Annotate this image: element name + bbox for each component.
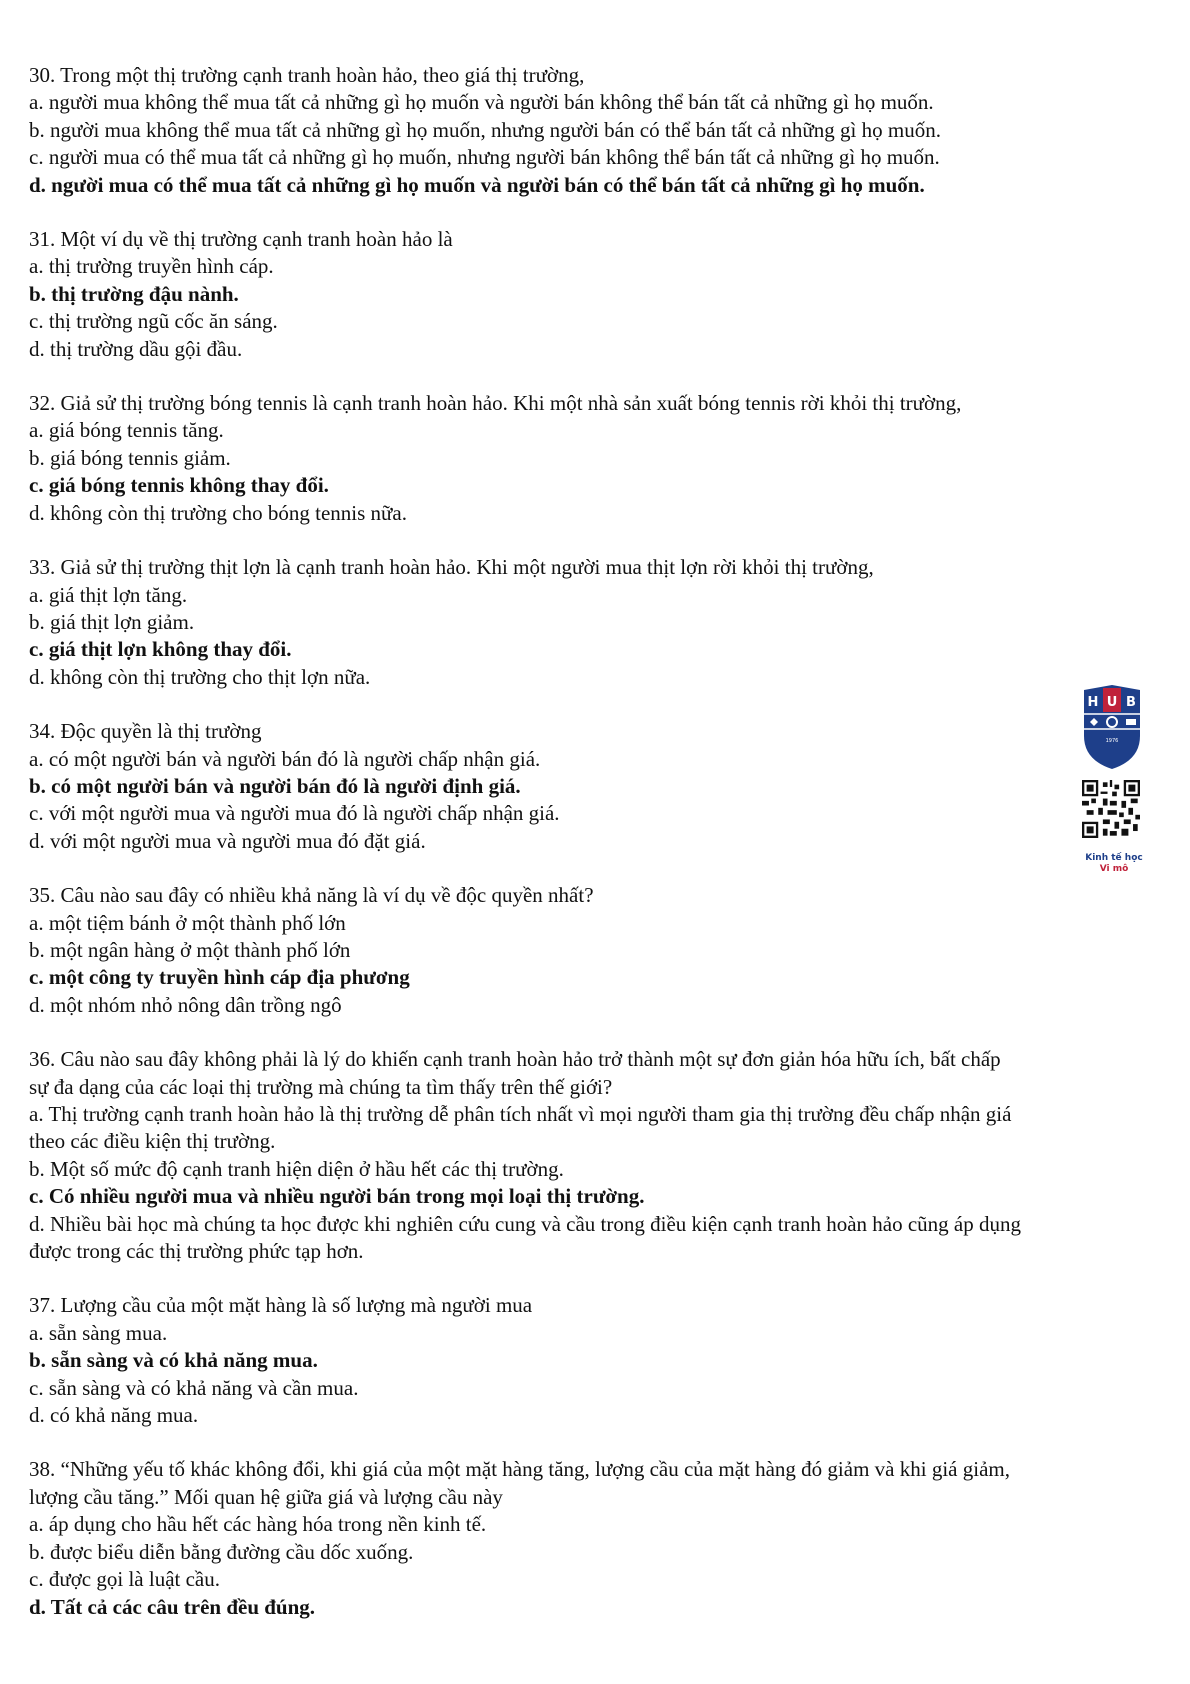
question-stem: 33. Giả sử thị trường thịt lợn là cạnh tranh hoàn hảo. Khi một người mua thịt lợn rời khỏi thị trường, (29, 555, 874, 580)
correct-answer-option: c. giá thịt lợn không thay đổi. (29, 637, 292, 662)
answer-option: d. không còn thị trường cho thịt lợn nữa. (29, 664, 371, 689)
answer-option: b. Một số mức độ cạnh tranh hiện diện ở hầu hết các thị trường. (29, 1156, 564, 1181)
question-stem: 38. “Những yếu tố khác không đổi, khi giá của một mặt hàng tăng, lượng cầu của mặt hàng đó giảm và khi giá giảm, (29, 1457, 1010, 1482)
answer-option: b. giá bóng tennis giảm. (29, 445, 231, 470)
answer-option: a. một tiệm bánh ở một thành phố lớn (29, 910, 346, 935)
logo-letter-b: B (1126, 695, 1136, 710)
answer-option: d. không còn thị trường cho bóng tennis nữa. (29, 500, 407, 525)
correct-answer-option: b. thị trường đậu nành. (29, 281, 239, 306)
correct-answer-option: c. giá bóng tennis không thay đổi. (29, 473, 329, 498)
answer-option: c. với một người mua và người mua đó là người chấp nhận giá. (29, 801, 560, 826)
answer-option: c. người mua có thể mua tất cả những gì họ muốn, nhưng người bán không thể bán tất cả những gì họ muốn. (29, 145, 940, 170)
logo-caption-line2: Vi mô (1099, 864, 1129, 874)
answer-option: b. được biểu diễn bằng đường cầu dốc xuống. (29, 1539, 414, 1564)
correct-answer-option: c. Có nhiều người mua và nhiều người bán trong mọi loại thị trường. (29, 1184, 645, 1209)
question-block (29, 718, 1169, 855)
correct-answer-option: b. sẵn sàng và có khả năng mua. (29, 1348, 318, 1373)
qr-code-icon (1082, 780, 1140, 838)
question-block (29, 226, 1169, 363)
question-stem: 37. Lượng cầu của một mặt hàng là số lượng mà người mua (29, 1293, 533, 1318)
question-block (29, 1292, 1169, 1429)
question-block (29, 390, 1169, 527)
answer-option: a. thị trường truyền hình cáp. (29, 254, 274, 279)
answer-option: a. giá thịt lợn tăng. (29, 582, 188, 607)
answer-option: a. có một người bán và người bán đó là người chấp nhận giá. (29, 746, 541, 771)
hub-crest-logo (1082, 684, 1142, 770)
answer-option: c. được gọi là luật cầu. (29, 1567, 220, 1592)
answer-option: a. sẵn sàng mua. (29, 1320, 168, 1345)
logo-caption-line1: Kinh tế học (1085, 853, 1143, 863)
question-block (29, 1456, 1169, 1620)
answer-option: a. người mua không thể mua tất cả những gì họ muốn và người bán không thể bán tất cả những gì họ muốn. (29, 90, 934, 115)
question-stem: 32. Giả sử thị trường bóng tennis là cạnh tranh hoàn hảo. Khi một nhà sản xuất bóng tennis rời khỏi thị trường, (29, 391, 962, 416)
question-stem: 31. Một ví dụ về thị trường cạnh tranh hoàn hảo là (29, 227, 453, 252)
answer-option: d. một nhóm nhỏ nông dân trồng ngô (29, 992, 342, 1017)
answer-option: b. một ngân hàng ở một thành phố lớn (29, 937, 351, 962)
answer-option: được trong các thị trường phức tạp hơn. (29, 1239, 364, 1264)
answer-option: b. giá thịt lợn giảm. (29, 609, 195, 634)
answer-option: c. thị trường ngũ cốc ăn sáng. (29, 309, 278, 334)
correct-answer-option: c. một công ty truyền hình cáp địa phương (29, 965, 410, 990)
answer-option: a. áp dụng cho hầu hết các hàng hóa trong nền kinh tế. (29, 1512, 487, 1537)
correct-answer-option: d. người mua có thể mua tất cả những gì họ muốn và người bán có thể bán tất cả những gì họ muốn. (29, 172, 925, 197)
question-stem: lượng cầu tăng.” Mối quan hệ giữa giá và lượng cầu này (29, 1484, 503, 1509)
question-stem: 35. Câu nào sau đây có nhiều khả năng là ví dụ về độc quyền nhất? (29, 883, 594, 908)
answer-option: c. sẵn sàng và có khả năng và cần mua. (29, 1375, 359, 1400)
answer-option: d. có khả năng mua. (29, 1403, 199, 1428)
question-block (29, 882, 1169, 1019)
correct-answer-option: b. có một người bán và người bán đó là người định giá. (29, 773, 521, 798)
question-block (29, 1046, 1169, 1265)
question-block (29, 554, 1169, 691)
question-stem: 30. Trong một thị trường cạnh tranh hoàn hảo, theo giá thị trường, (29, 63, 585, 87)
answer-option: theo các điều kiện thị trường. (29, 1129, 276, 1154)
answer-option: a. Thị trường cạnh tranh hoàn hảo là thị trường dễ phân tích nhất vì mọi người tham gia thị trường đều chấp nhận giá (29, 1102, 1012, 1126)
answer-option: d. Nhiều bài học mà chúng ta học được khi nghiên cứu cung và cầu trong điều kiện cạnh tranh hoàn hảo cũng áp dụng (29, 1211, 1021, 1236)
logo-letter-u: U (1106, 695, 1118, 710)
logo-letter-h: H (1087, 695, 1099, 710)
logo-year: 1976 (1105, 738, 1119, 744)
document-body (29, 62, 1169, 1648)
correct-answer-option: d. Tất cả các câu trên đều đúng. (29, 1594, 316, 1619)
answer-option: a. giá bóng tennis tăng. (29, 418, 224, 443)
answer-option: d. thị trường dầu gội đầu. (29, 336, 243, 361)
question-stem: 36. Câu nào sau đây không phải là lý do khiến cạnh tranh hoàn hảo trở thành một sự đơn giản hóa hữu ích, bất chấp (29, 1047, 1001, 1072)
answer-option: d. với một người mua và người mua đó đặt giá. (29, 828, 426, 853)
answer-option: b. người mua không thể mua tất cả những gì họ muốn, nhưng người bán có thể bán tất cả những gì họ muốn. (29, 117, 941, 142)
question-block (29, 62, 1169, 199)
question-stem: 34. Độc quyền là thị trường (29, 719, 262, 744)
question-stem: sự đa dạng của các loại thị trường mà chúng ta tìm thấy trên thế giới? (29, 1074, 613, 1099)
